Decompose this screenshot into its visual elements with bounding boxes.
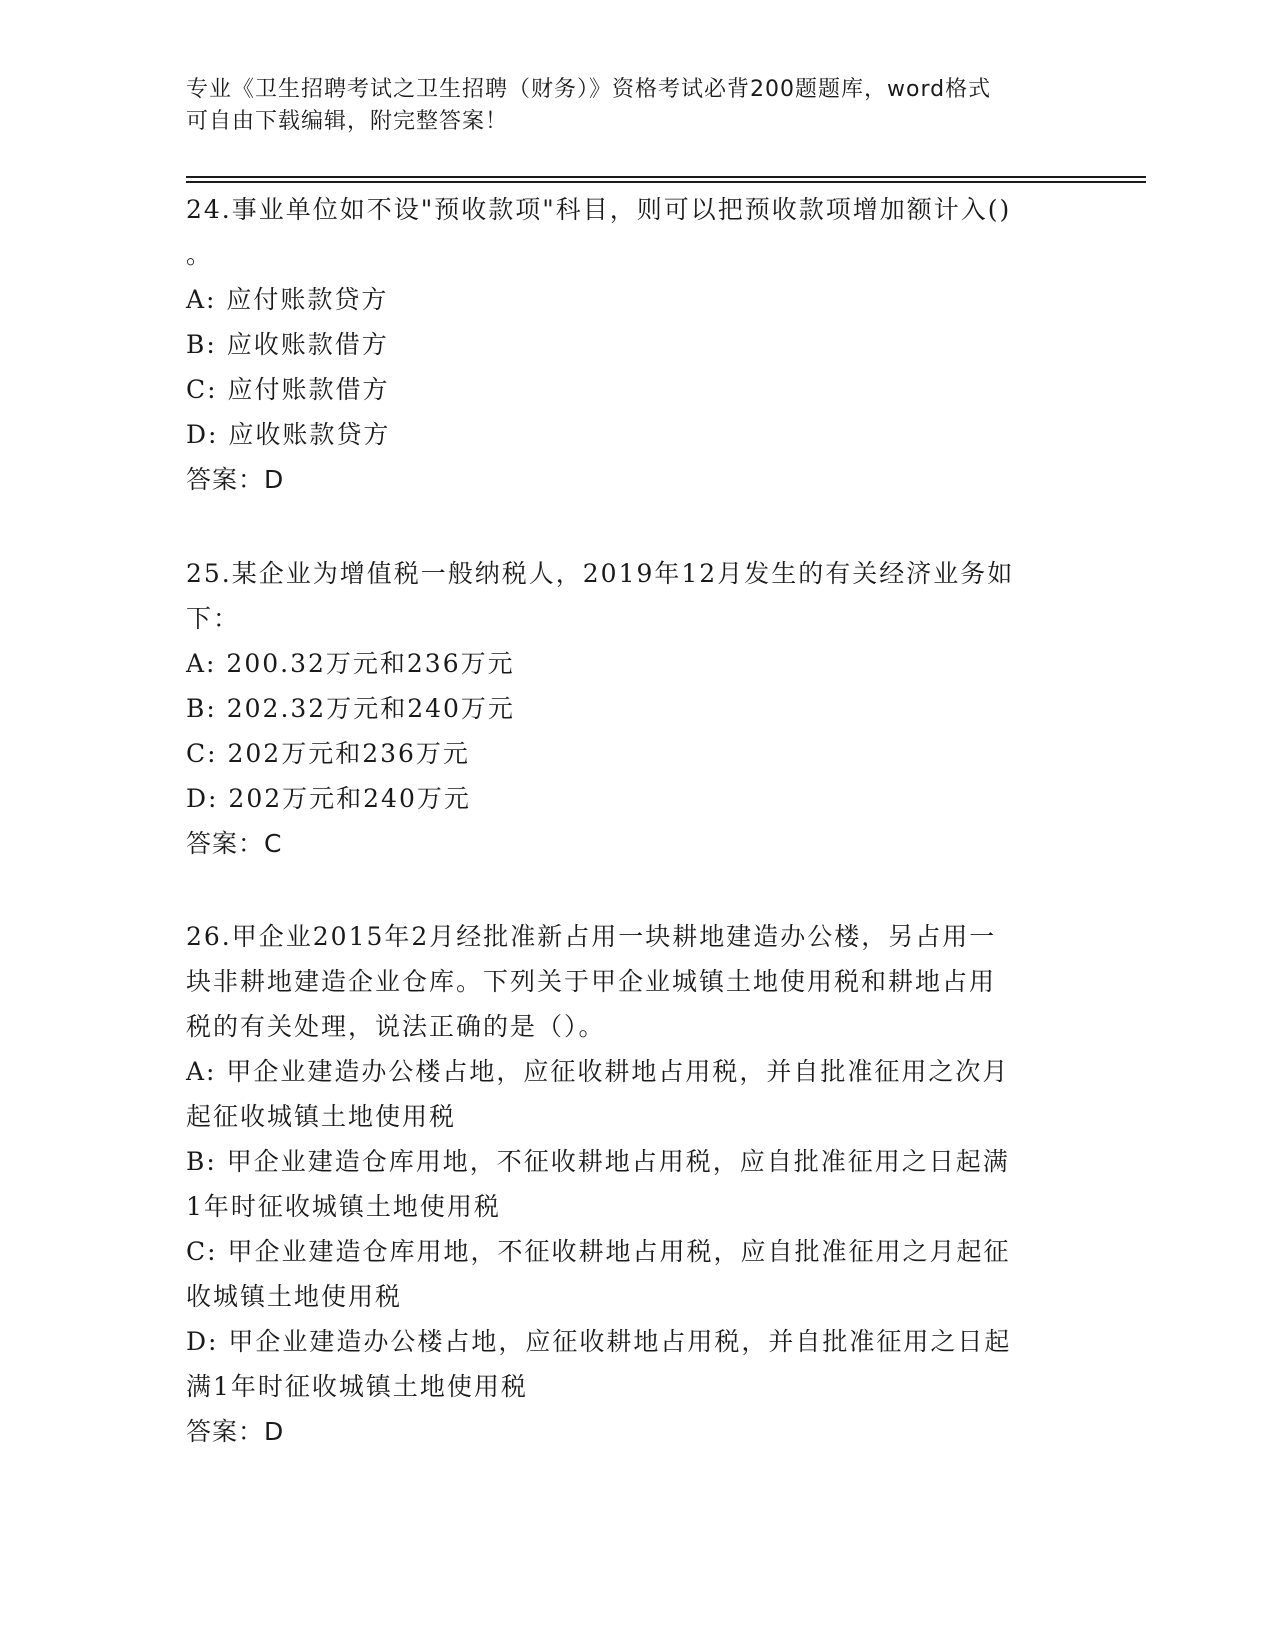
option-a: A: 应付账款贷方 — [186, 285, 389, 314]
question-stem: 24.事业单位如不设"预收款项"科目，则可以把预收款项增加额计入() — [186, 195, 1012, 224]
question-stem: 26.甲企业2015年2月经批准新占用一块耕地建造办公楼，另占用一 — [186, 922, 997, 951]
option-c: C: 202万元和236万元 — [186, 739, 470, 768]
header-divider — [186, 181, 1146, 183]
option-c: C: 甲企业建造仓库用地，不征收耕地占用税，应自批准征用之月起征 — [186, 1237, 1011, 1266]
option-d-continued: 满1年时征收城镇土地使用税 — [186, 1372, 528, 1401]
option-d: D: 202万元和240万元 — [186, 784, 471, 813]
option-c: C: 应付账款借方 — [186, 375, 390, 404]
option-b: B: 应收账款借方 — [186, 330, 389, 359]
question-stem: 25.某企业为增值税一般纳税人，2019年12月发生的有关经济业务如 — [186, 559, 1015, 588]
option-b: B: 甲企业建造仓库用地，不征收耕地占用税，应自批准征用之日起满 — [186, 1147, 1010, 1176]
answer: 答案：D — [186, 465, 285, 494]
question-stem: 下： — [186, 604, 241, 633]
document-header — [186, 74, 1066, 138]
option-a: A: 甲企业建造办公楼占地，应征收耕地占用税，并自批准征用之次月 — [186, 1057, 1010, 1086]
option-d: D: 甲企业建造办公楼占地，应征收耕地占用税，并自批准征用之日起 — [186, 1327, 1012, 1356]
option-c-continued: 收城镇土地使用税 — [186, 1282, 403, 1311]
option-b-continued: 1年时征收城镇土地使用税 — [186, 1192, 501, 1221]
question-24 — [186, 187, 1086, 502]
question-stem: 。 — [186, 240, 214, 269]
question-stem: 块非耕地建造企业仓库。下列关于甲企业城镇土地使用税和耕地占用 — [186, 967, 997, 996]
header-line: 可自由下载编辑，附完整答案！ — [186, 109, 509, 134]
question-stem: 税的有关处理，说法正确的是（）。 — [186, 1012, 606, 1041]
header-divider — [186, 176, 1146, 178]
question-25 — [186, 551, 1086, 866]
option-a-continued: 起征收城镇土地使用税 — [186, 1102, 457, 1131]
header-line: 专业《卫生招聘考试之卫生招聘（财务）》资格考试必背200题题库，word格式 — [186, 77, 992, 102]
option-a: A: 200.32万元和236万元 — [186, 649, 515, 678]
option-d: D: 应收账款贷方 — [186, 420, 391, 449]
answer: 答案：C — [186, 829, 283, 858]
option-b: B: 202.32万元和240万元 — [186, 694, 515, 723]
question-26 — [186, 914, 1086, 1454]
answer: 答案：D — [186, 1417, 285, 1446]
